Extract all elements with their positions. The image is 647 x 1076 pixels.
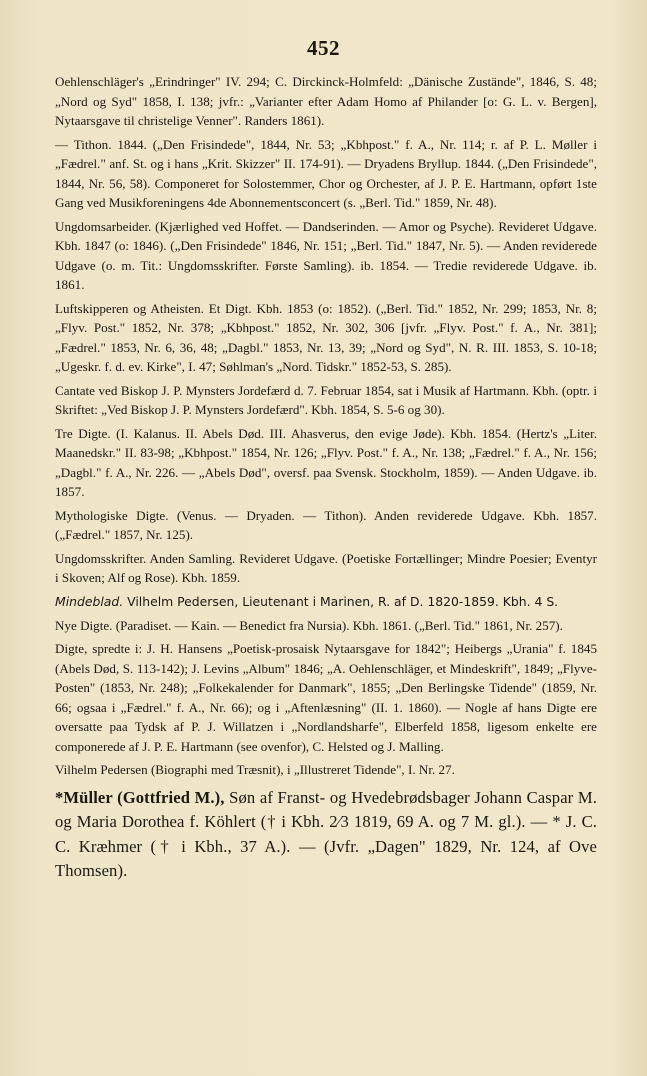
bibliography-paragraph-10: Nye Digte. (Paradiset. — Kain. — Benedict fra Nursia). Kbh. 1861. („Berl. Tid." 1861, Nr. 257). xyxy=(55,617,563,633)
bibliography-paragraph-12: Vilhelm Pedersen (Biographi med Træsnit), i „Illustreret Tidende", I. Nr. 27. xyxy=(55,762,455,777)
mindeblad-entry xyxy=(55,592,597,612)
bibliography-paragraph-6: Tre Digte. (I. Kalanus. II. Abels Død. III. Ahasverus, den evige Jøde). Kbh. 1854. (Hertz's „Liter. Maanedskr." II. 83-98; „Kbhpost." 1854, Nr. 126; „Flyv. Post." f. A., Nr. 138; „Fædrel." f. A., Nr. 156; „Dagbl." f. A., Nr. 226. — „Abels Død", oversf. paa Svensk. Stockholm, 1859). — Anden Udgave. ib. 1857. xyxy=(55,425,597,499)
author-entry xyxy=(55,786,597,884)
bibliography-paragraph-2: — Tithon. 1844. („Den Frisindede", 1844, Nr. 53; „Kbhpost." f. A., Nr. 114; r. af P. L. Møller i „Fædrel." anf. St. og i hans „Krit. Skizzer" II. 174-91). — Dryadens Bryllup. 1844. („Den Frisindede", 1844, Nr. 56, 58). Componeret for Solostemmer, Chor og Orchester, af J. P. E. Hartmann, opført 1ste Gang ved Musikforeningens 4de Abonnementsconcert (s. „Berl. Tid." 1859, Nr. 48). xyxy=(55,136,597,210)
bibliography-paragraph-5: Cantate ved Biskop J. P. Mynsters Jordefærd d. 7. Februar 1854, sat i Musik af Hartmann. Kbh. (optr. i Skriftet: „Ved Biskop J. P. Mynsters Jordefærd". Kbh. 1854, S. 5-6 og 30). xyxy=(55,382,597,417)
page-body xyxy=(55,72,597,884)
author-entry-name: *Müller (Gottfried M.), xyxy=(55,787,225,807)
bibliography-paragraph-11: Digte, spredte i: J. H. Hansens „Poetisk-prosaisk Nytaarsgave for 1842"; Heibergs „Urania" f. 1845 (Abels Død, S. 113-142); J. Levins „Album" 1846; „A. Oehlenschläger, et Mindeskrift", 1849; „Flyve-Posten" (1853, Nr. 248); „Folkekalender for Danmark", 1855; „Den Berlingske Tidende" (1859, Nr. 66; ogsaa i „Fædrel." f. A., Nr. 66); og i „Aftenlæsning" (II. 1. 1860). — Nogle af hans Digte ere oversatte paa Tydsk af P. J. Willatzen i „Nordlandsharfe", Elberfeld 1858, ligesom enkelte ere componerede af J. P. E. Hartmann (see ovenfor), C. Helsted og J. Malling. xyxy=(55,641,597,754)
author-entry-text: Søn af Franst- og Hvedebrødsbager Johann Caspar M. og Maria Dorothea f. Köhlert († i Kbh. 2⁄3 1819, 69 A. og 7 M. gl.). — * J. C. C. Kræhmer († i Kbh., 37 A.). — (Jvfr. „Dagen" 1829, Nr. 124, af Ove Thomsen). xyxy=(55,787,597,880)
bibliography-paragraph-1: Oehlenschläger's „Erindringer" IV. 294; C. Dirckinck-Holmfeld: „Dänische Zustände", 1846, S. 48; „Nord og Syd" 1858, I. 138; jvfr.: „Varianter efter Adam Homo af Philander [o: G. L. v. Bergen], Nytaarsgave til christelige Venner". Randers 1861). xyxy=(55,74,597,128)
page-number: 452 xyxy=(307,36,340,60)
bibliography-paragraph-3: Ungdomsarbeider. (Kjærlighed ved Hoffet. — Dandserinden. — Amor og Psyche). Revideret Udgave. Kbh. 1847 (o: 1846). („Den Frisindede" 1846, Nr. 151; „Berl. Tid." 1847, Nr. 5). — Anden reviderede Udgave (o. m. Tit.: Ungdomsskrifter. Første Samling). ib. 1854. — Tredie reviderede Udgave. ib. 1861. xyxy=(55,218,597,292)
mindeblad-text: Vilhelm Pedersen, Lieutenant i Marinen, R. af D. 1820-1859. Kbh. 4 S. xyxy=(127,593,559,609)
bibliography-paragraph-4: Luftskipperen og Atheisten. Et Digt. Kbh. 1853 (o: 1852). („Berl. Tid." 1852, Nr. 299; 1853, Nr. 8; „Flyv. Post." 1852, Nr. 378; „Kbhpost." 1852, Nr. 302, 306 [jvfr. „Flyv. Post." f. A., Nr. 381]; „Fædrel." 1853, Nr. 6, 36, 48; „Dagbl." 1853, Nr. 13, 39; „Nord og Syd", N. R. III. 1853, S. 10-18; „Ugeskr. f. d. ev. Kirke", I. 47; Søhlman's „Nord. Tidskr." 1852-53, S. 285). xyxy=(55,300,597,374)
mindeblad-title: Mindeblad. xyxy=(55,593,124,609)
bibliography-paragraph-8: Ungdomsskrifter. Anden Samling. Revideret Udgave. (Poetiske Fortællinger; Mindre Poesier; Eventyr i Skoven; Alf og Rose). Kbh. 1859. xyxy=(55,550,597,585)
bibliography-paragraph-7: Mythologiske Digte. (Venus. — Dryaden. — Tithon). Anden reviderede Udgave. Kbh. 1857. („Fædrel." 1857, Nr. 125). xyxy=(55,507,597,542)
